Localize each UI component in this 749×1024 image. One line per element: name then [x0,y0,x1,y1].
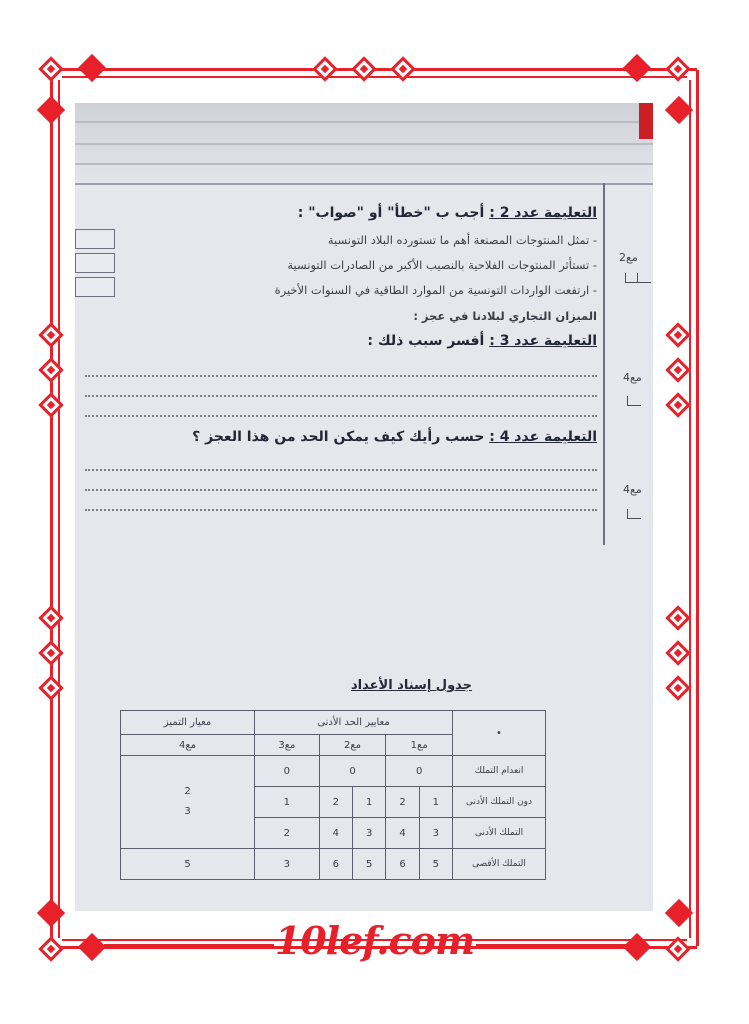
frame-top-inner-line [62,76,687,78]
frame-left-line [50,70,53,946]
answer-box[interactable] [75,253,115,273]
score-cell: 2 [386,787,419,818]
frame-diamond-ornament [665,322,690,347]
answer-line[interactable] [85,395,597,397]
table-header-row [121,711,546,735]
exercise-3-heading: التعليمة عدد 3 : أفسر سبب ذلك : [367,333,597,349]
margin-score-box [637,273,651,283]
margin-criterion-note: مع2 [619,251,638,264]
frame-corner-ornament [38,56,63,81]
margin-criterion-note: مع4 [623,483,642,496]
margin-score-box [627,509,641,519]
answer-line[interactable] [85,489,597,491]
row-label: التملك الأدنى [453,818,546,849]
score-cell: 0 [255,756,320,787]
score-cell: 0 [386,756,453,787]
criterion-1: مع1 [386,735,453,756]
score-cell: 3 [255,849,320,880]
row-label: انعدام التملك [453,756,546,787]
grading-table [120,710,546,880]
excellence-score-cell: 5 [121,849,255,880]
min-criteria-header: معايير الحد الأدنى [255,711,453,735]
frame-diamond-ornament [665,640,690,665]
criterion-2: مع2 [319,735,386,756]
margin-score-box [627,396,641,406]
frame-right-inner-line [689,80,691,938]
score-cell: 2 [319,787,352,818]
paper-edge [75,163,653,165]
excellence-header: معيار التميز [121,711,255,735]
statement-2: - تستأثر المنتوجات الفلاحية بالنصيب الأكبر من الصادرات التونسية [287,258,597,272]
table-corner-cell: • [453,711,546,756]
trade-balance-note: الميزان التجاري لبلادنا في عجز : [413,309,597,323]
score-cell: 1 [255,787,320,818]
score-cell: 5 [353,849,386,880]
exam-sheet [75,183,653,911]
table-row [121,756,546,787]
answer-line[interactable] [85,375,597,377]
answer-box[interactable] [75,277,115,297]
exam-photo [75,103,653,911]
score-cell: 5 [419,849,452,880]
score-cell: 3 [419,818,452,849]
grading-table-title: جدول إسناد الأعداد [351,678,473,693]
score-cell: 2 [255,818,320,849]
score-cell: 6 [386,849,419,880]
score-cell: 0 [319,756,386,787]
excellence-score: 2 [184,786,191,797]
frame-diamond-ornament [665,392,690,417]
red-folder-tab [639,103,653,139]
answer-line[interactable] [85,469,597,471]
score-cell: 4 [386,818,419,849]
frame-diamond-ornament [665,605,690,630]
frame-right-line [696,70,699,946]
score-cell: 1 [353,787,386,818]
exercise-2-heading: التعليمة عدد 2 : أجب ب "خطأ" أو "صواب" : [297,205,597,221]
paper-edge [75,121,653,123]
row-label: التملك الأقصى [453,849,546,880]
excellence-score-cell [121,756,255,849]
row-label: دون التملك الأدنى [453,787,546,818]
score-cell: 1 [419,787,452,818]
score-cell: 3 [353,818,386,849]
criterion-3: مع3 [255,735,320,756]
answer-line[interactable] [85,509,597,511]
sheet-top-rule [75,183,653,185]
paper-edge [75,143,653,145]
excellence-score: 3 [184,806,191,817]
statement-3: - ارتفعت الواردات التونسية من الموارد الطاقية في السنوات الأخيرة [274,283,597,297]
score-cell: 6 [319,849,352,880]
table-row [121,849,546,880]
grading-margin-line [603,183,605,545]
site-watermark: 10lef.com [274,918,475,963]
frame-diamond-ornament [665,675,690,700]
statement-1: - تمثل المنتوجات المصنعة أهم ما تستورده البلاد التونسية [327,233,597,247]
score-cell: 4 [319,818,352,849]
frame-left-inner-line [58,80,60,938]
frame-diamond-ornament [665,357,690,382]
margin-criterion-note: مع4 [623,371,642,384]
frame-diamond-ornament [37,96,65,124]
answer-box[interactable] [75,229,115,249]
answer-line[interactable] [85,415,597,417]
exercise-4-heading: التعليمة عدد 4 : حسب رأيك كيف يمكن الحد من هذا العجز ؟ [192,429,597,445]
criterion-4: مع4 [121,735,255,756]
